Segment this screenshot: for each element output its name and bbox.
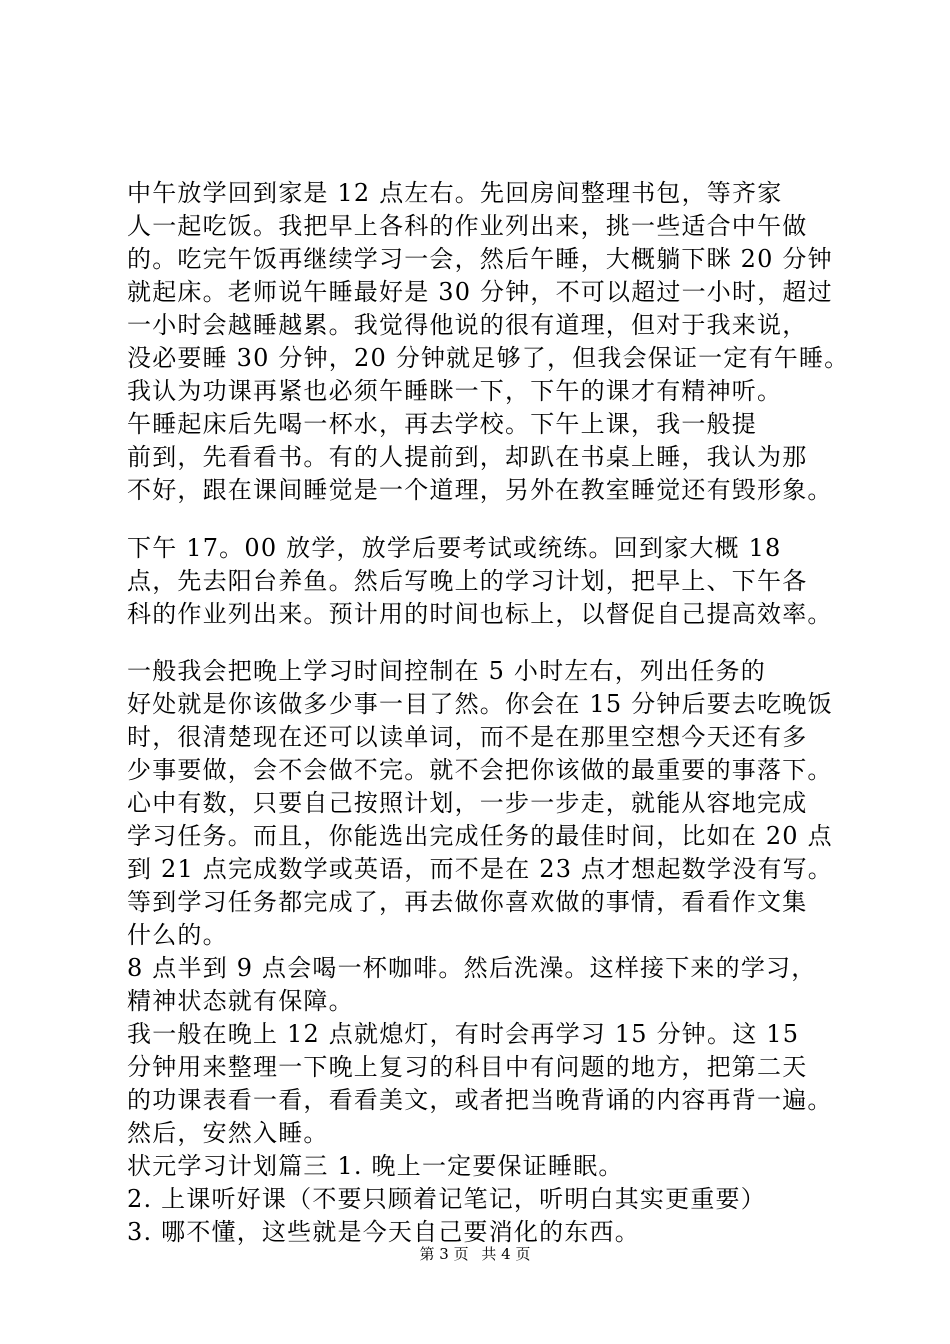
text-line: 一般我会把晚上学习时间控制在 5 小时左右，列出任务的 bbox=[127, 657, 766, 685]
text-line: 人一起吃饭。我把早上各科的作业列出来，挑一些适合中午做 bbox=[127, 212, 808, 240]
text-line: 的功课表看一看，看看美文，或者把当晚背诵的内容再背一遍。 bbox=[127, 1086, 833, 1114]
text-line: 2. 上课听好课（不要只顾着记笔记，听明白其实更重要） bbox=[127, 1185, 766, 1213]
text-line: 然后，安然入睡。 bbox=[127, 1119, 329, 1147]
page-number: 第 3 页 bbox=[419, 1245, 469, 1263]
text-line: 不好，跟在课间睡觉是一个道理，另外在教室睡觉还有毁形象。 bbox=[127, 476, 833, 504]
text-line: 心中有数，只要自己按照计划，一步一步走，就能从容地完成 bbox=[127, 789, 808, 817]
text-line: 科的作业列出来。预计用的时间也标上，以督促自己提高效率。 bbox=[127, 600, 833, 628]
text-line: 前到，先看看书。有的人提前到，却趴在书桌上睡，我认为那 bbox=[127, 443, 808, 471]
text-line: 我一般在晚上 12 点就熄灯，有时会再学习 15 分钟。这 15 bbox=[127, 1020, 800, 1048]
text-line: 少事要做，会不会做不完。就不会把你该做的最重要的事落下。 bbox=[127, 756, 833, 784]
text-line: 状元学习计划篇三 1. 晚上一定要保证睡眠。 bbox=[127, 1152, 624, 1180]
text-line: 中午放学回到家是 12 点左右。先回房间整理书包，等齐家 bbox=[127, 179, 783, 207]
page-footer bbox=[0, 1244, 950, 1264]
text-line: 就起床。老师说午睡最好是 30 分钟，不可以超过一小时，超过 bbox=[127, 278, 833, 306]
text-line: 精神状态就有保障。 bbox=[127, 987, 354, 1015]
text-line: 我认为功课再紧也必须午睡眯一下，下午的课才有精神听。 bbox=[127, 377, 783, 405]
text-line: 学习任务。而且，你能选出完成任务的最佳时间，比如在 20 点 bbox=[127, 822, 833, 850]
text-line: 午睡起床后先喝一杯水，再去学校。下午上课，我一般提 bbox=[127, 410, 757, 438]
text-line: 分钟用来整理一下晚上复习的科目中有问题的地方，把第二天 bbox=[127, 1053, 808, 1081]
text-line: 什么的。 bbox=[127, 921, 228, 949]
text-line: 点，先去阳台养鱼。然后写晚上的学习计划，把早上、下午各 bbox=[127, 567, 808, 595]
text-line: 好处就是你该做多少事一目了然。你会在 15 分钟后要去吃晚饭 bbox=[127, 690, 833, 718]
text-line: 到 21 点完成数学或英语，而不是在 23 点才想起数学没有写。 bbox=[127, 855, 833, 883]
text-line: 下午 17。00 放学，放学后要考试或统练。回到家大概 18 bbox=[127, 534, 782, 562]
text-line: 3. 哪不懂，这些就是今天自己要消化的东西。 bbox=[127, 1218, 640, 1246]
text-line: 的。吃完午饭再继续学习一会，然后午睡，大概躺下眯 20 分钟 bbox=[127, 245, 833, 273]
page-total: 共 4 页 bbox=[481, 1245, 531, 1263]
text-line: 一小时会越睡越累。我觉得他说的很有道理，但对于我来说， bbox=[127, 311, 808, 339]
text-line: 时，很清楚现在还可以读单词，而不是在那里空想今天还有多 bbox=[127, 723, 808, 751]
text-line: 等到学习任务都完成了，再去做你喜欢做的事情，看看作文集 bbox=[127, 888, 808, 916]
text-line: 没必要睡 30 分钟，20 分钟就足够了，但我会保证一定有午睡。 bbox=[127, 344, 850, 372]
text-line: 8 点半到 9 点会喝一杯咖啡。然后洗澡。这样接下来的学习， bbox=[127, 954, 817, 982]
